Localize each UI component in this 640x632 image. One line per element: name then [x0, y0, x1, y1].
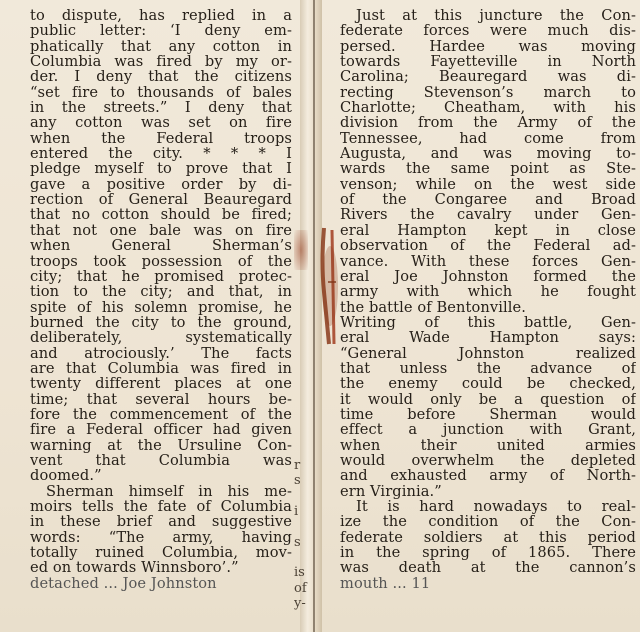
- text-line: was death at the cannon’s: [340, 560, 636, 576]
- text-line: the battle of Bentonville.: [340, 299, 527, 315]
- text-line: effect a junction with Grant,: [340, 422, 636, 438]
- text-line: deliberately, systematically: [30, 330, 292, 346]
- text-line: recting Stevenson’s march to: [340, 84, 636, 101]
- text-line: ize the condition of the Con-: [340, 514, 636, 530]
- text-line: would overwhelm the depleted: [340, 452, 636, 469]
- text-line: Charlotte; Cheatham, with his: [340, 100, 636, 116]
- text-line: der. I deny that the citizens: [30, 69, 292, 85]
- text-line: and exhausted army of North-: [340, 468, 636, 484]
- gutter-fragment: [294, 550, 314, 565]
- text-line: in the spring of 1865. There: [340, 545, 636, 561]
- gutter-fragment: y-: [294, 596, 306, 612]
- gutter-fragment: [294, 519, 314, 534]
- text-line: spite of his solemn promise, he: [30, 299, 292, 315]
- text-line: Sherman himself in his me-: [46, 483, 292, 499]
- text-line: warning at the Ursuline Con-: [30, 437, 292, 453]
- text-line: Carolina; Beauregard was di-: [340, 69, 636, 85]
- text-line: fire a Federal officer had given: [30, 422, 292, 438]
- text-line: gave a positive order by di-: [30, 176, 292, 193]
- gutter-text-fragments: [294, 458, 314, 611]
- text-line: phatically that any cotton in: [30, 38, 292, 55]
- text-line: and atrociously.’ The facts: [30, 345, 292, 361]
- gutter-fragment: s: [294, 473, 301, 489]
- text-line: of the Congaree and Broad: [340, 192, 636, 208]
- text-line: eral Joe Johnston formed the: [340, 268, 636, 285]
- text-line: Writing of this battle, Gen-: [340, 314, 636, 331]
- text-line: time before Sherman would: [340, 406, 636, 423]
- gutter-fragment: s: [294, 534, 301, 550]
- text-line: when the Federal troops: [30, 130, 292, 147]
- text-line: tion to the city; and that, in: [30, 284, 292, 300]
- text-line: pledge myself to prove that I: [30, 161, 292, 177]
- text-line: detached ... Joe Johnston: [30, 575, 217, 592]
- gutter-fragment: i: [294, 504, 299, 520]
- text-line: “General Johnston realized: [340, 345, 636, 361]
- gutter-fragment: [294, 489, 314, 504]
- text-line: division from the Army of the: [340, 115, 636, 131]
- text-line: mouth ... 11: [340, 575, 431, 592]
- text-line: that not one bale was on fire: [30, 222, 292, 239]
- text-line: ed on towards Winnsboro’.”: [30, 560, 239, 576]
- rusty-staple-icon: [318, 222, 344, 352]
- text-line: are that Columbia was fired in: [30, 360, 292, 377]
- rust-stain: [294, 230, 308, 270]
- text-line: to dispute, has replied in a: [30, 8, 292, 24]
- text-line: vance. With these forces Gen-: [340, 253, 636, 269]
- text-line: public letter: ‘I deny em-: [30, 23, 292, 39]
- text-line: time; that several hours be-: [30, 391, 292, 407]
- text-line: in these brief and suggestive: [30, 514, 292, 530]
- text-line: that unless the advance of: [340, 360, 636, 377]
- gutter-fragment: of: [294, 580, 307, 596]
- text-line: federate soldiers at this period: [340, 529, 636, 546]
- text-line: words: “The army, having: [30, 529, 292, 546]
- text-line: wards the same point as Ste-: [340, 161, 636, 177]
- text-line: when General Sherman’s: [30, 238, 292, 254]
- text-line: “set fire to thousands of bales: [30, 84, 292, 101]
- text-line: twenty different places at one: [30, 376, 292, 392]
- text-line: federate forces were much dis-: [340, 23, 636, 39]
- text-line: eral Hampton kept in close: [340, 222, 636, 239]
- text-line: it would only be a question of: [340, 391, 636, 407]
- text-line: doomed.”: [30, 468, 102, 484]
- text-line: Rivers the cavalry under Gen-: [340, 207, 636, 223]
- text-line: army with which he fought: [340, 284, 636, 300]
- text-line: Tennessee, had come from: [340, 130, 636, 147]
- right-text-column: [340, 8, 636, 591]
- gutter-fragment: is: [294, 565, 305, 581]
- text-line: towards Fayetteville in North: [340, 54, 636, 70]
- text-line: Just at this juncture the Con-: [356, 8, 636, 24]
- left-text-column: [30, 8, 292, 591]
- text-line: fore the commencement of the: [30, 406, 292, 423]
- text-line: ern Virginia.”: [340, 483, 442, 499]
- text-line: Columbia was fired by my or-: [30, 54, 292, 70]
- text-line: moirs tells the fate of Columbia: [30, 499, 292, 515]
- text-line: city; that he promised protec-: [30, 268, 292, 285]
- text-line: totally ruined Columbia, mov-: [30, 545, 292, 561]
- text-line: that no cotton should be fired;: [30, 207, 292, 223]
- gutter-fragment: r: [294, 458, 301, 473]
- text-line: observation of the Federal ad-: [340, 238, 636, 254]
- text-line: Augusta, and was moving to-: [340, 146, 636, 162]
- text-line: venson; while on the west side: [340, 176, 636, 193]
- text-line: in the streets.” I deny that: [30, 100, 292, 116]
- text-line: burned the city to the ground,: [30, 314, 292, 331]
- text-line: any cotton was set on fire: [30, 115, 292, 131]
- text-line: rection of General Beauregard: [30, 192, 292, 208]
- text-line: vent that Columbia was: [30, 452, 292, 469]
- text-line: the enemy could be checked,: [340, 376, 636, 392]
- text-line: It is hard nowadays to real-: [356, 499, 636, 515]
- text-line: entered the city. * * * I: [30, 146, 292, 162]
- text-line: when their united armies: [340, 437, 636, 453]
- text-line: troops took possession of the: [30, 253, 292, 269]
- text-line: eral Wade Hampton says:: [340, 330, 636, 346]
- text-line: persed. Hardee was moving: [340, 38, 636, 55]
